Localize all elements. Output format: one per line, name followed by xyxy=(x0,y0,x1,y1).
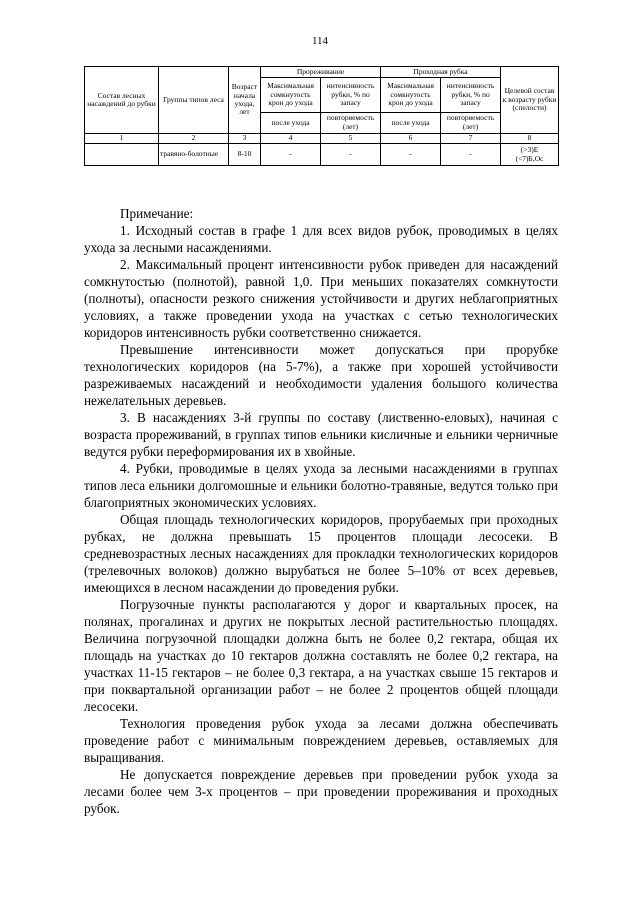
paragraph: Технология проведения рубок ухода за лесами должна обеспечивать проведение работ с минимальным повреждением деревьев, оставляемых для выращивания. xyxy=(84,716,558,765)
header-composition: Состав лесных насаждений до рубки xyxy=(85,67,159,134)
cell-composition xyxy=(85,144,159,166)
paragraph: Погрузочные пункты располагаются у дорог и квартальных просек, на полянах, прогалинах и других не покрытых лесной растительностью площадях. Величина погрузочной площадки должна быть не более 0,2 гектара, общая их площадь на участках до 10 гектаров должна составлять не более 0,2 гектара, на участках 11-15 гектаров – не более 0,3 гектара, а на участках свыше 15 гектаров и при поквартальной организации работ – не более 2 процентов общей площади лесосеки. xyxy=(84,597,558,714)
header-intensity-2: интенсивность рубки, % по запасу xyxy=(441,78,501,113)
header-after-care-2: после ухода xyxy=(381,112,441,133)
target-line-1: (>3)Е xyxy=(520,145,539,155)
column-number: 8 xyxy=(501,134,559,144)
table-row xyxy=(85,144,559,166)
header-start-age: Возраст начала ухода, лет xyxy=(229,67,261,134)
header-intensity: интенсивность рубки, % по запасу xyxy=(321,78,381,113)
cell-forest-group: травяно-болотные xyxy=(159,144,229,166)
column-number-row xyxy=(85,134,559,144)
header-after-care: после ухода xyxy=(261,112,321,133)
header-thinning: Прореживание xyxy=(261,67,381,78)
paragraph: 1. Исходный состав в графе 1 для всех видов рубок, проводимых в целях ухода за лесными насаждениями. xyxy=(84,223,558,255)
header-max-density: Максимальная сомкнутость крон до ухода xyxy=(261,78,321,113)
paragraph: Превышение интенсивности может допускаться при прорубке технологических коридоров (на 5-7%), а также при хорошей устойчивости разреживаемых насаждений и необходимости удаления большого количества нежелательных деревьев. xyxy=(84,342,558,408)
header-target-composition: Целевой состав к возрасту рубки (спелости) xyxy=(501,67,559,134)
column-number: 5 xyxy=(321,134,381,144)
target-line-2: (<7)Б,Ос xyxy=(515,153,544,163)
paragraph: 2. Максимальный процент интенсивности рубок приведен для насаждений сомкнутостью (полнотой), равной 1,0. При меньших показателях сомкнутости (полноты), опасности резкого снижения устойчивости и других неблагоприятных условиях, а также проведении ухода на участках с сетью технологических коридоров интенсивность рубки соответственно снижается. xyxy=(84,257,558,340)
header-repeat-2: повторяемость (лет) xyxy=(441,112,501,133)
header-max-density-2: Максимальная сомкнутость крон до ухода xyxy=(381,78,441,113)
cell-pass-after: - xyxy=(381,144,441,166)
cell-thin-repeat: - xyxy=(321,144,381,166)
column-number: 2 xyxy=(159,134,229,144)
page-number: 114 xyxy=(311,35,329,47)
paragraph: Не допускается повреждение деревьев при проведении рубок ухода за лесами более чем 3-х процентов – при проведении прореживания и проходных рубок. xyxy=(84,767,558,816)
notes-heading: Примечание: xyxy=(120,206,194,221)
column-number: 6 xyxy=(381,134,441,144)
column-number: 7 xyxy=(441,134,501,144)
paragraph: 4. Рубки, проводимые в целях ухода за лесными насаждениями в группах типов леса ельники долгомошные и ельники болотно-травяные, ведутся только при благоприятных экономических условиях. xyxy=(84,461,558,510)
paragraph: Общая площадь технологических коридоров, прорубаемых при проходных рубках, не должна превышать 15 процентов площади лесосеки. В средневозрастных лесных насаждениях для прокладки технологических коридоров (трелевочных волоков) должно вырубаться не более 5–10% от всех деревьев, имеющихся в лесном насаждении до проведения рубки. xyxy=(84,512,558,595)
forest-care-table xyxy=(84,66,559,166)
column-number: 4 xyxy=(261,134,321,144)
header-repeat: повторяемость (лет) xyxy=(321,112,381,133)
cell-target-composition xyxy=(501,144,559,166)
cell-pass-repeat: - xyxy=(441,144,501,166)
notes-body xyxy=(84,205,558,817)
cell-thin-after: - xyxy=(261,144,321,166)
header-forest-groups: Группы типов леса xyxy=(159,67,229,134)
column-number: 3 xyxy=(229,134,261,144)
column-number: 1 xyxy=(85,134,159,144)
paragraph: 3. В насаждениях 3-й группы по составу (лиственно-еловых), начиная с возраста прореживаний, в группах типов ельники кисличные и ельники черничные ведутся рубки переформирования их в хвойные. xyxy=(84,410,558,459)
cell-start-age: 8-10 xyxy=(229,144,261,166)
header-passage-cutting: Проходная рубка xyxy=(381,67,501,78)
